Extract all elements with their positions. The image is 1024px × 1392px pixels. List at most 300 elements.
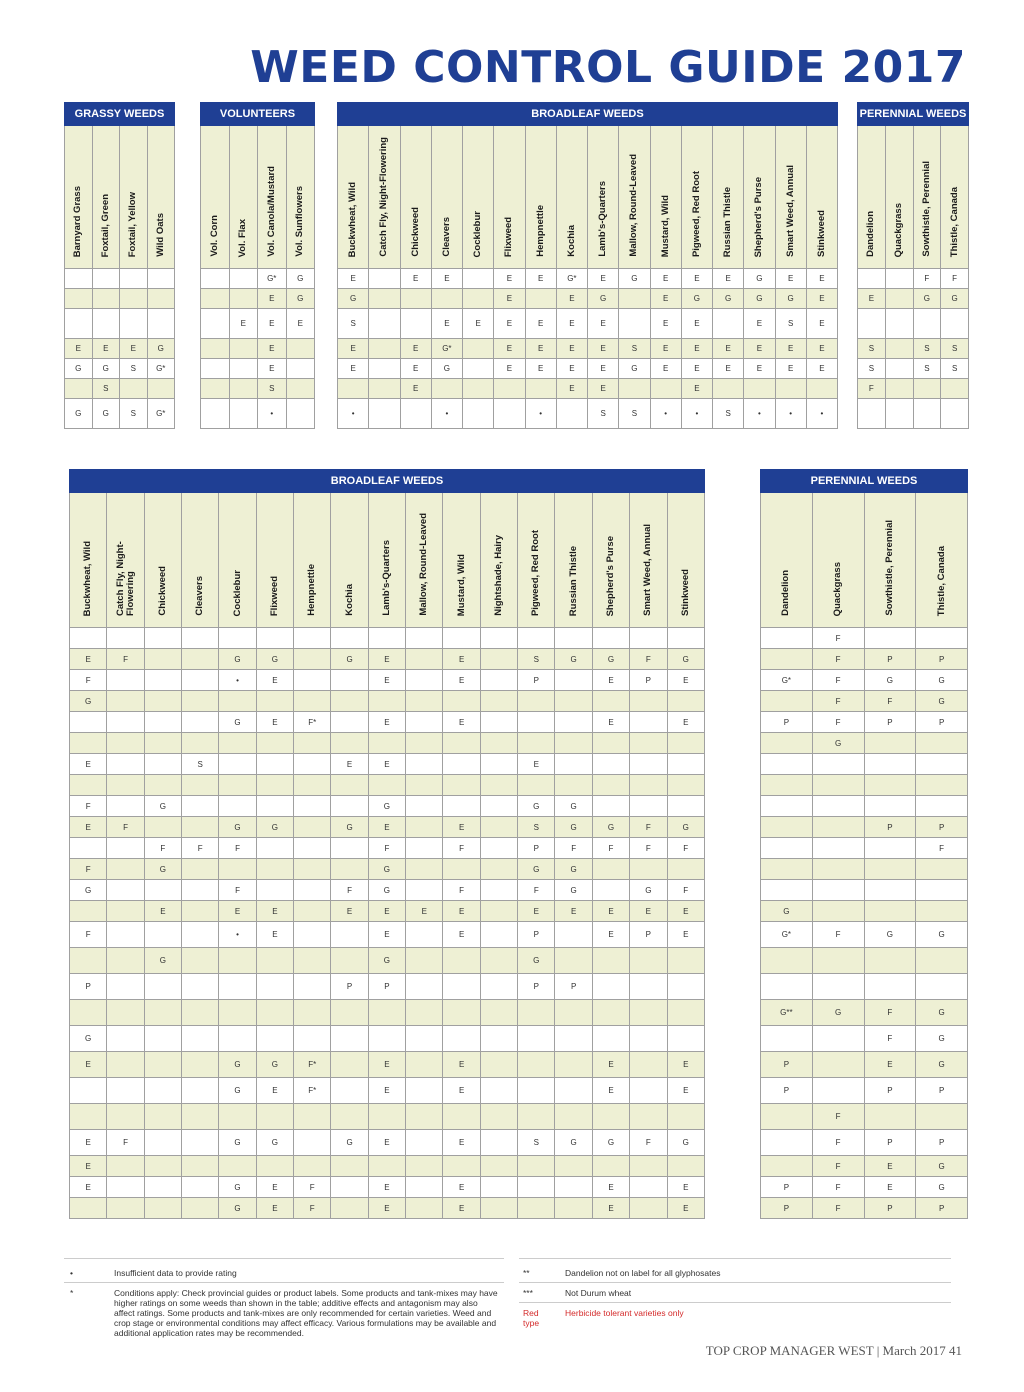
rating-cell [286,379,315,399]
rating-cell: P [518,974,555,1000]
rating-cell [480,948,517,974]
rating-cell [443,974,480,1000]
column-label: Sowthistle, Perennial [920,161,932,257]
rating-cell [761,1104,813,1130]
rating-cell [443,1156,480,1177]
rating-cell [713,309,744,339]
rating-cell [107,796,144,817]
rating-cell [147,289,175,309]
table-row [70,901,705,922]
rating-cell: E [806,359,837,379]
column-label: Buckwheat, Wild [347,181,359,257]
rating-cell [406,712,443,733]
rating-cell [369,269,400,289]
rating-cell [406,1130,443,1156]
rating-cell: P [630,922,667,948]
rating-cell [144,1000,181,1026]
rating-cell [229,289,258,309]
grassy-weeds-table [64,102,175,429]
rating-cell [443,628,480,649]
rating-cell: E [92,339,120,359]
rating-cell [182,1177,219,1198]
rating-cell [229,269,258,289]
rating-cell [480,712,517,733]
column-header [144,493,181,628]
table-row [761,691,968,712]
rating-cell: G* [431,339,462,359]
rating-cell [406,1000,443,1026]
table-row [70,628,705,649]
rating-cell [761,974,813,1000]
rating-cell: G [916,922,968,948]
rating-cell: F [812,1104,864,1130]
rating-cell [667,1026,705,1052]
rating-cell: G [144,859,181,880]
table-row [761,1052,968,1078]
rating-cell [592,974,629,1000]
rating-cell: G [338,289,369,309]
rating-cell: F [858,379,886,399]
rating-cell: G [667,817,705,838]
rating-cell: G [775,289,806,309]
rating-cell: F [913,269,941,289]
rating-cell [406,754,443,775]
rating-cell [406,649,443,670]
rating-cell [480,922,517,948]
rating-cell: E [681,339,712,359]
column-header [864,493,916,628]
rating-cell [331,1000,368,1026]
rating-cell [182,859,219,880]
rating-cell [761,628,813,649]
rating-cell [256,838,293,859]
rating-cell [518,1026,555,1052]
rating-cell [885,269,913,289]
rating-cell: G [667,649,705,670]
rating-cell [443,796,480,817]
rating-cell [256,754,293,775]
rating-cell: G [619,269,650,289]
column-header [494,126,525,269]
rating-cell: E [331,901,368,922]
rating-cell: E [70,1052,107,1078]
group-header: VOLUNTEERS [201,103,315,126]
rating-cell: • [338,399,369,429]
rating-cell [913,379,941,399]
rating-cell [864,974,916,1000]
rating-cell: E [744,359,775,379]
group-header: GRASSY WEEDS [65,103,175,126]
table-row [70,1078,705,1104]
rating-cell: E [806,339,837,359]
column-header [286,126,315,269]
rating-cell: E [650,289,681,309]
rating-cell: E [588,269,619,289]
rating-cell [812,859,864,880]
rating-cell [775,379,806,399]
rating-cell: E [120,339,148,359]
rating-cell [144,1156,181,1177]
rating-cell [107,859,144,880]
rating-cell [592,859,629,880]
rating-cell: G [555,817,592,838]
rating-cell: E [256,922,293,948]
rating-cell [107,754,144,775]
rating-cell [443,948,480,974]
rating-cell [331,733,368,754]
rating-cell [368,1156,405,1177]
rating-cell [406,775,443,796]
rating-cell: E [256,712,293,733]
rating-cell: G** [761,1000,813,1026]
rating-cell: G [219,649,256,670]
rating-cell [70,901,107,922]
column-header [556,126,587,269]
rating-cell [219,754,256,775]
rating-cell [406,1052,443,1078]
group-header: BROADLEAF WEEDS [338,103,838,126]
rating-cell: G [219,1198,256,1219]
rating-cell [182,712,219,733]
rating-cell: E [400,269,431,289]
note-symbol: *** [523,1288,533,1298]
rating-cell [480,859,517,880]
rating-cell [480,838,517,859]
column-label: Chickweed [156,566,168,616]
rating-cell: P [518,922,555,948]
table-row [761,859,968,880]
volunteers-table [200,102,315,429]
rating-cell [864,838,916,859]
column-label: Mallow, Round-Leaved [628,154,640,257]
page-title: WEED CONTROL GUIDE 2017 [250,42,966,93]
rating-cell: E [494,339,525,359]
column-header [258,126,287,269]
rating-cell: E [864,1052,916,1078]
column-header [431,126,462,269]
rating-cell [667,754,705,775]
rating-cell: E [443,901,480,922]
rating-cell: P [761,1177,813,1198]
rating-cell [331,838,368,859]
rating-cell: E [525,339,556,359]
rating-cell [630,796,667,817]
rating-cell [294,974,331,1000]
rating-cell: G [555,796,592,817]
rating-cell: G [219,1052,256,1078]
rating-cell: E [592,1052,629,1078]
rating-cell [144,1177,181,1198]
rating-cell: E [588,379,619,399]
rating-cell [431,379,462,399]
rating-cell: E [806,289,837,309]
rating-cell [761,775,813,796]
rating-cell: E [650,339,681,359]
rating-cell [518,1000,555,1026]
column-header [147,126,175,269]
note-text: Insufficient data to provide rating [114,1268,237,1278]
rating-cell: • [431,399,462,429]
rating-cell: F [812,670,864,691]
rating-cell: G [219,712,256,733]
rating-cell: F [70,922,107,948]
table-row [70,754,705,775]
column-header [761,493,813,628]
rating-cell [182,1052,219,1078]
column-header [368,493,405,628]
rating-cell [219,775,256,796]
rating-cell [480,670,517,691]
rating-cell [182,1026,219,1052]
rating-cell [650,379,681,399]
rating-cell [916,974,968,1000]
rating-cell: P [555,974,592,1000]
table-row [858,289,969,309]
rating-cell: F [70,859,107,880]
rating-cell [864,948,916,974]
rating-cell: F* [294,712,331,733]
rating-cell [480,691,517,712]
rating-cell [144,974,181,1000]
table-row [761,1198,968,1219]
rating-cell: E [494,269,525,289]
rating-cell [630,859,667,880]
rating-cell: E [443,712,480,733]
table-row [338,399,838,429]
rating-cell [630,775,667,796]
rating-cell [331,1177,368,1198]
rating-cell [338,379,369,399]
rating-cell: G [744,289,775,309]
table-row [70,1177,705,1198]
rating-cell: G* [147,359,175,379]
rating-cell [107,948,144,974]
rating-cell [400,399,431,429]
rating-cell: E [592,922,629,948]
rating-cell [443,1000,480,1026]
column-header [812,493,864,628]
table-row [338,309,838,339]
table-row [761,628,968,649]
rating-cell: F [518,880,555,901]
rating-cell: G [65,359,93,379]
rating-cell [406,880,443,901]
rating-cell [630,1198,667,1219]
rating-cell: E [70,1156,107,1177]
rating-cell: E [258,359,287,379]
rating-cell: E [256,1177,293,1198]
rating-cell [480,733,517,754]
rating-cell [331,670,368,691]
rating-cell [182,775,219,796]
rating-cell [864,628,916,649]
rating-cell: E [713,339,744,359]
rating-cell [864,775,916,796]
rating-cell [182,1078,219,1104]
rating-cell [147,379,175,399]
rating-cell: P [916,1198,968,1219]
rating-cell: E [368,1052,405,1078]
column-label: Russian Thistle [567,545,579,616]
rating-cell: E [588,339,619,359]
rating-cell: G [331,1130,368,1156]
rating-cell: G [592,1130,629,1156]
rating-cell: F [630,1130,667,1156]
rating-cell [331,948,368,974]
rating-cell [443,733,480,754]
rating-cell [107,1078,144,1104]
rating-cell [70,628,107,649]
column-label: Wild Oats [154,213,166,257]
rating-cell: F [812,649,864,670]
rating-cell: G [368,880,405,901]
rating-cell [182,1000,219,1026]
rating-cell [812,796,864,817]
column-header [518,493,555,628]
rating-cell: E [744,339,775,359]
rating-cell: E [463,309,494,339]
rating-cell [592,1000,629,1026]
column-label: Foxtail, Green [99,193,111,257]
rating-cell: E [338,359,369,379]
rating-cell [144,1130,181,1156]
rating-cell [144,691,181,712]
rating-cell [107,628,144,649]
rating-cell [592,948,629,974]
rating-cell [294,628,331,649]
rating-cell: E [443,1198,480,1219]
column-header [338,126,369,269]
rating-cell [331,1052,368,1078]
rating-cell [630,754,667,775]
rating-cell: G [518,796,555,817]
rating-cell [369,339,400,359]
rating-cell [70,1000,107,1026]
rating-cell [443,754,480,775]
rating-cell [555,1000,592,1026]
rating-cell [294,1156,331,1177]
table-row [65,399,175,429]
rating-cell: P [70,974,107,1000]
rating-cell [294,775,331,796]
rating-cell: E [400,359,431,379]
rating-cell [331,796,368,817]
rating-cell: F [107,817,144,838]
rating-cell [812,901,864,922]
rating-cell [256,775,293,796]
rating-cell [630,1000,667,1026]
rating-cell [107,670,144,691]
rating-cell [182,817,219,838]
rating-cell [518,1198,555,1219]
rating-cell: E [70,754,107,775]
rating-cell [556,399,587,429]
rating-cell [144,1198,181,1219]
rating-cell [630,1078,667,1104]
column-label: Nightshade, Hairy [492,535,504,616]
column-header [941,126,969,269]
rating-cell: E [258,339,287,359]
rating-cell: E [556,339,587,359]
table-row [338,269,838,289]
rating-cell [463,269,494,289]
rating-cell [463,289,494,309]
note-text: Conditions apply: Check provincial guides or product labels. Some products and tank-mixes may have higher ratings on some weeds than shown in the table; additive effects and antagonism may also affect ratings. Some products and tank-mixes are only recommended for certain varieties. Weed and crop stage or environmental conditions may affect efficacy. Various formulations may be available and additional application rates may be recommended. [114,1288,498,1338]
rating-cell [219,691,256,712]
table-row [70,859,705,880]
rating-cell [480,1000,517,1026]
table-row [761,1000,968,1026]
rating-cell: G [555,880,592,901]
column-label: Dandelion [780,570,792,616]
column-header [182,493,219,628]
note-text: Herbicide tolerant varieties only [565,1308,684,1318]
table-row [70,1104,705,1130]
rating-cell [144,880,181,901]
table-row [70,691,705,712]
rating-cell [916,796,968,817]
rating-cell [864,1104,916,1130]
rating-cell [443,859,480,880]
rating-cell [941,379,969,399]
rating-cell: P [761,712,813,733]
column-label: Barnyard Grass [72,185,84,257]
column-label: Chickweed [409,207,421,257]
note-symbol: ** [523,1268,530,1278]
rating-cell [286,359,315,379]
rating-cell: E [681,269,712,289]
rating-cell [331,1078,368,1104]
rating-cell [555,1052,592,1078]
rating-cell: E [556,359,587,379]
rating-cell [144,922,181,948]
rating-cell [144,1026,181,1052]
rating-cell [369,289,400,309]
rating-cell [667,733,705,754]
rating-cell [331,1198,368,1219]
rating-cell: E [368,817,405,838]
rating-cell [480,649,517,670]
rating-cell: S [713,399,744,429]
rating-cell [667,974,705,1000]
rating-cell: E [588,359,619,379]
rating-cell: G [619,359,650,379]
rating-cell [667,628,705,649]
rating-cell: E [681,359,712,379]
table-row [65,379,175,399]
rating-cell [219,859,256,880]
rating-cell: E [65,339,93,359]
rating-cell [182,670,219,691]
rating-cell [92,309,120,339]
rating-cell: G [256,649,293,670]
rating-cell: P [761,1198,813,1219]
column-header [369,126,400,269]
column-label: Russian Thistle [722,186,734,257]
table-row [65,269,175,289]
column-label: Hempnettle [534,205,546,257]
rating-cell [630,733,667,754]
rating-cell [70,1104,107,1130]
rating-cell: S [913,339,941,359]
table-row [761,775,968,796]
rating-cell [201,399,230,429]
rating-cell [120,379,148,399]
rating-cell [443,691,480,712]
rating-cell [480,1130,517,1156]
rating-cell [144,649,181,670]
rating-cell: E [400,379,431,399]
